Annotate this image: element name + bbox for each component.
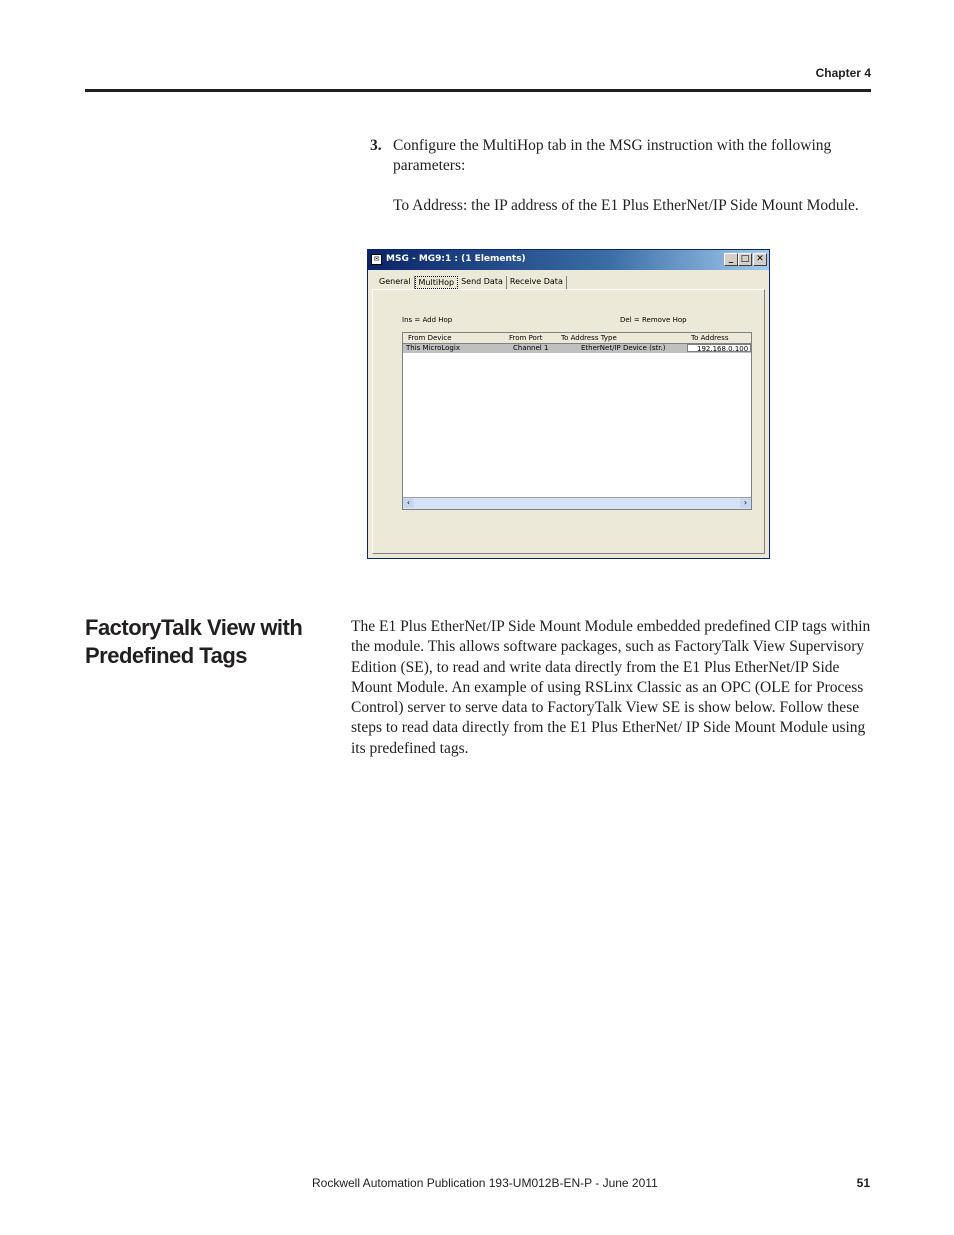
horizontal-scrollbar[interactable] [403, 497, 751, 509]
msg-dialog [367, 249, 770, 559]
step-detail: To Address: the IP address of the E1 Plus EtherNet/IP Side Mount Module. [393, 197, 859, 214]
app-icon: ✉ [371, 254, 382, 265]
dialog-titlebar [368, 250, 769, 270]
minimize-icon[interactable]: _ [724, 253, 738, 266]
col-from-device: From Device [408, 334, 452, 342]
section-body: The E1 Plus EtherNet/IP Side Mount Module embedded predefined CIP tags within the module. This allows software packages, such as FactoryTalk View Supervisory Edition (SE), to read and write data directly from the E1 Plus EtherNet/IP Side Mount Module. An example of using RSLinx Classic as an OPC (OLE for Process Control) server to serve data to FactoryTalk View SE is show below. Follow these steps to read data directly from the E1 Plus EtherNet/ IP Side Mount Module using its predefined tags. [351, 618, 871, 757]
chapter-label: Chapter 4 [815, 66, 871, 80]
close-icon[interactable]: ✕ [753, 253, 767, 266]
table-header [403, 333, 751, 344]
ins-hint: Ins = Add Hop [402, 316, 453, 324]
dialog-title: MSG - MG9:1 : (1 Elements) [386, 254, 526, 264]
tab-send-data[interactable]: Send Data [458, 276, 507, 289]
col-to-address-type: To Address Type [561, 334, 617, 342]
cell-from-port: Channel 1 [513, 344, 549, 352]
dialog-tabs [376, 276, 567, 289]
header-rule [85, 89, 871, 92]
step-3 [370, 136, 865, 236]
table-row[interactable] [403, 344, 751, 353]
tab-receive-data[interactable]: Receive Data [507, 276, 567, 289]
cell-to-address-type: EtherNet/IP Device (str.) [581, 344, 666, 352]
step-text: Configure the MultiHop tab in the MSG instruction with the following parameters: [393, 137, 832, 174]
publication-footer: Rockwell Automation Publication 193-UM012B-EN-P - June 2011 [312, 1176, 658, 1190]
col-to-address: To Address [691, 334, 729, 342]
tab-multihop[interactable]: MultiHop [415, 276, 459, 289]
cell-to-address[interactable]: 192.168.0.100 [687, 344, 751, 352]
cell-from-device: This MicroLogix [406, 344, 460, 352]
scroll-right-icon[interactable]: › [740, 498, 751, 508]
step-number: 3. [370, 137, 382, 154]
tab-general[interactable]: General [376, 276, 415, 289]
section-heading: FactoryTalk View with Predefined Tags [85, 615, 303, 668]
page-number: 51 [856, 1176, 870, 1190]
hop-table [402, 332, 752, 510]
col-from-port: From Port [509, 334, 543, 342]
scroll-left-icon[interactable]: ‹ [403, 498, 414, 508]
maximize-icon[interactable]: □ [738, 253, 752, 266]
del-hint: Del = Remove Hop [620, 316, 687, 324]
